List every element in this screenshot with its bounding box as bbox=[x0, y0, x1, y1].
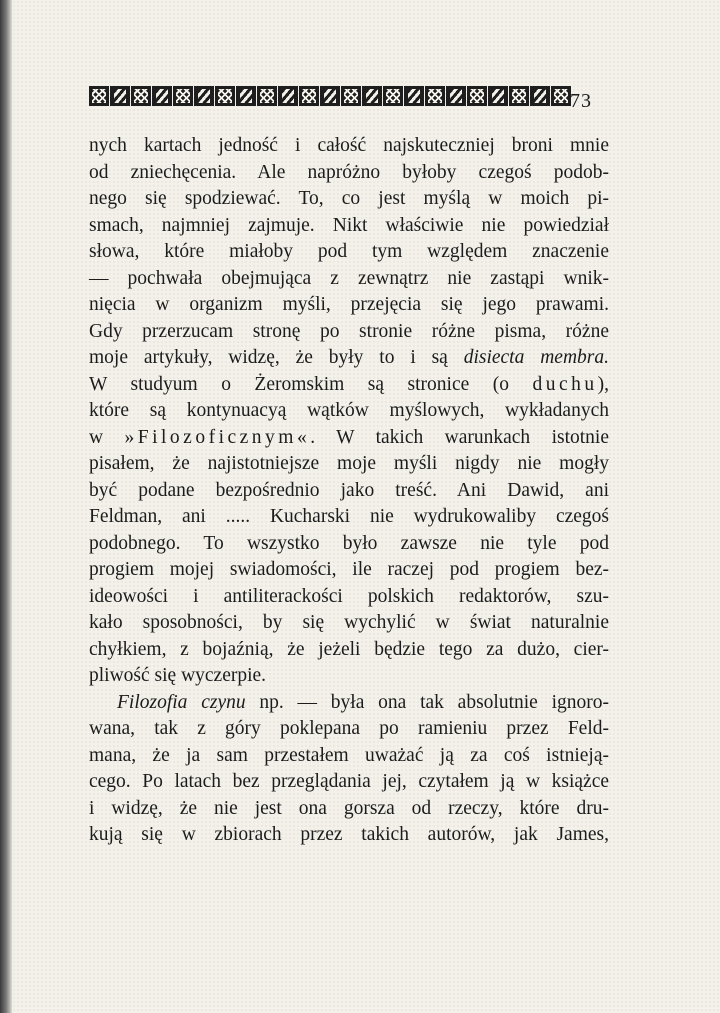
text-line: ideowości i antiliterackości polskich redaktorów, szu- bbox=[89, 585, 609, 607]
text-line: cego. Po latach bez przeglądania jej, czytałem ją w książce bbox=[89, 771, 609, 792]
text-segment: . W takich warunkach istotnie bbox=[310, 426, 609, 448]
text-line: pliwość się wyczerpie. bbox=[89, 665, 267, 686]
italic-phrase: Filozofia czynu bbox=[117, 691, 246, 713]
text-line: nych kartach jedność i całość najskuteczniej broni mnie bbox=[89, 135, 609, 156]
ornament-diagonal-icon bbox=[446, 86, 466, 106]
text-line: i widzę, że nie jest ona gorsza od rzeczy, które dru- bbox=[89, 797, 609, 819]
ornament-square-icon bbox=[215, 86, 235, 106]
text-line bbox=[89, 345, 609, 372]
ornament-square-icon bbox=[509, 86, 529, 106]
text-line: Gdy przerzucam stronę po stronie różne pisma, różne bbox=[89, 320, 609, 342]
text-line: kują się w zbiorach przez takich autorów, jak James, bbox=[89, 824, 609, 845]
ornament-square-icon bbox=[89, 86, 109, 106]
ornament-diagonal-icon bbox=[362, 86, 382, 106]
ornament-square-icon bbox=[131, 86, 151, 106]
ornament-diagonal-icon bbox=[530, 86, 550, 106]
text-segment: moje artykuły, widzę, że były to i są bbox=[89, 347, 464, 368]
text-segment: np. — była ona tak absolutnie ignoro- bbox=[245, 691, 609, 713]
page-number: 73 bbox=[570, 90, 592, 112]
text-line: Feldman, ani ..... Kucharski nie wydrukowaliby czegoś bbox=[89, 506, 609, 527]
ornament-diagonal-icon bbox=[278, 86, 298, 106]
text-line: chyłkiem, z bojaźnią, że jeżeli będzie tego za dużo, cier- bbox=[89, 638, 609, 660]
text-line: od zniechęcenia. Ale napróżno byłoby czegoś podob- bbox=[89, 161, 609, 183]
text-line: które są kontynuacyą wątków myślowych, wykładanych bbox=[89, 400, 609, 421]
spaced-word: duchu bbox=[532, 373, 598, 395]
body-text bbox=[89, 133, 609, 849]
text-segment: ), bbox=[597, 373, 609, 395]
page-header bbox=[89, 86, 629, 116]
ornament-diagonal-icon bbox=[194, 86, 214, 106]
ornament-diagonal-icon bbox=[320, 86, 340, 106]
text-line bbox=[89, 690, 609, 717]
text-line: podobnego. To wszystko było zawsze nie tyle pod bbox=[89, 532, 609, 554]
ornament-square-icon bbox=[425, 86, 445, 106]
book-spine-shadow bbox=[0, 0, 12, 1013]
ornament-square-icon bbox=[173, 86, 193, 106]
ornament-square-icon bbox=[383, 86, 403, 106]
text-line: nięcia w organizm myśli, przejęcia się jego prawami. bbox=[89, 294, 609, 315]
ornament-square-icon bbox=[257, 86, 277, 106]
ornament-diagonal-icon bbox=[236, 86, 256, 106]
text-line: kało sposobności, by się wychylić w świat naturalnie bbox=[89, 612, 609, 633]
italic-phrase: disiecta membra. bbox=[463, 347, 609, 368]
text-line: pisałem, że najistotniejsze moje myśli nigdy nie mogły bbox=[89, 453, 609, 474]
text-line: nego się spodziewać. To, co jest myślą w moich pi- bbox=[89, 188, 609, 209]
text-line: mana, że ja sam przestałem uważać ją za coś istnieją- bbox=[89, 744, 609, 766]
ornament-square-icon bbox=[467, 86, 487, 106]
ornament-diagonal-icon bbox=[110, 86, 130, 106]
text-line: słowa, które miałoby pod tym względem znaczenie bbox=[89, 241, 609, 262]
ornament-square-icon bbox=[299, 86, 319, 106]
text-line bbox=[89, 425, 609, 452]
ornament-diagonal-icon bbox=[152, 86, 172, 106]
ornament-diagonal-icon bbox=[488, 86, 508, 106]
text-segment: W studyum o Żeromskim są stronice (o bbox=[89, 373, 533, 395]
ornament-square-icon bbox=[551, 86, 571, 106]
greek-key-ornament-icon bbox=[89, 86, 566, 108]
spaced-word: »Filozoficznym« bbox=[124, 426, 311, 448]
text-segment: w bbox=[89, 426, 125, 448]
text-line: — pochwała obejmująca z zewnątrz nie zastąpi wnik- bbox=[89, 267, 609, 289]
text-line: być podane bezpośrednio jako treść. Ani Dawid, ani bbox=[89, 479, 609, 501]
text-line bbox=[89, 372, 609, 399]
ornament-square-icon bbox=[341, 86, 361, 106]
ornament-diagonal-icon bbox=[404, 86, 424, 106]
text-line: progiem mojej swiadomości, ile raczej pod progiem bez- bbox=[89, 559, 609, 580]
text-line: smach, najmniej zajmuje. Nikt właściwie nie powiedział bbox=[89, 214, 609, 236]
text-line: wana, tak z góry poklepana po ramieniu przez Feld- bbox=[89, 718, 609, 739]
